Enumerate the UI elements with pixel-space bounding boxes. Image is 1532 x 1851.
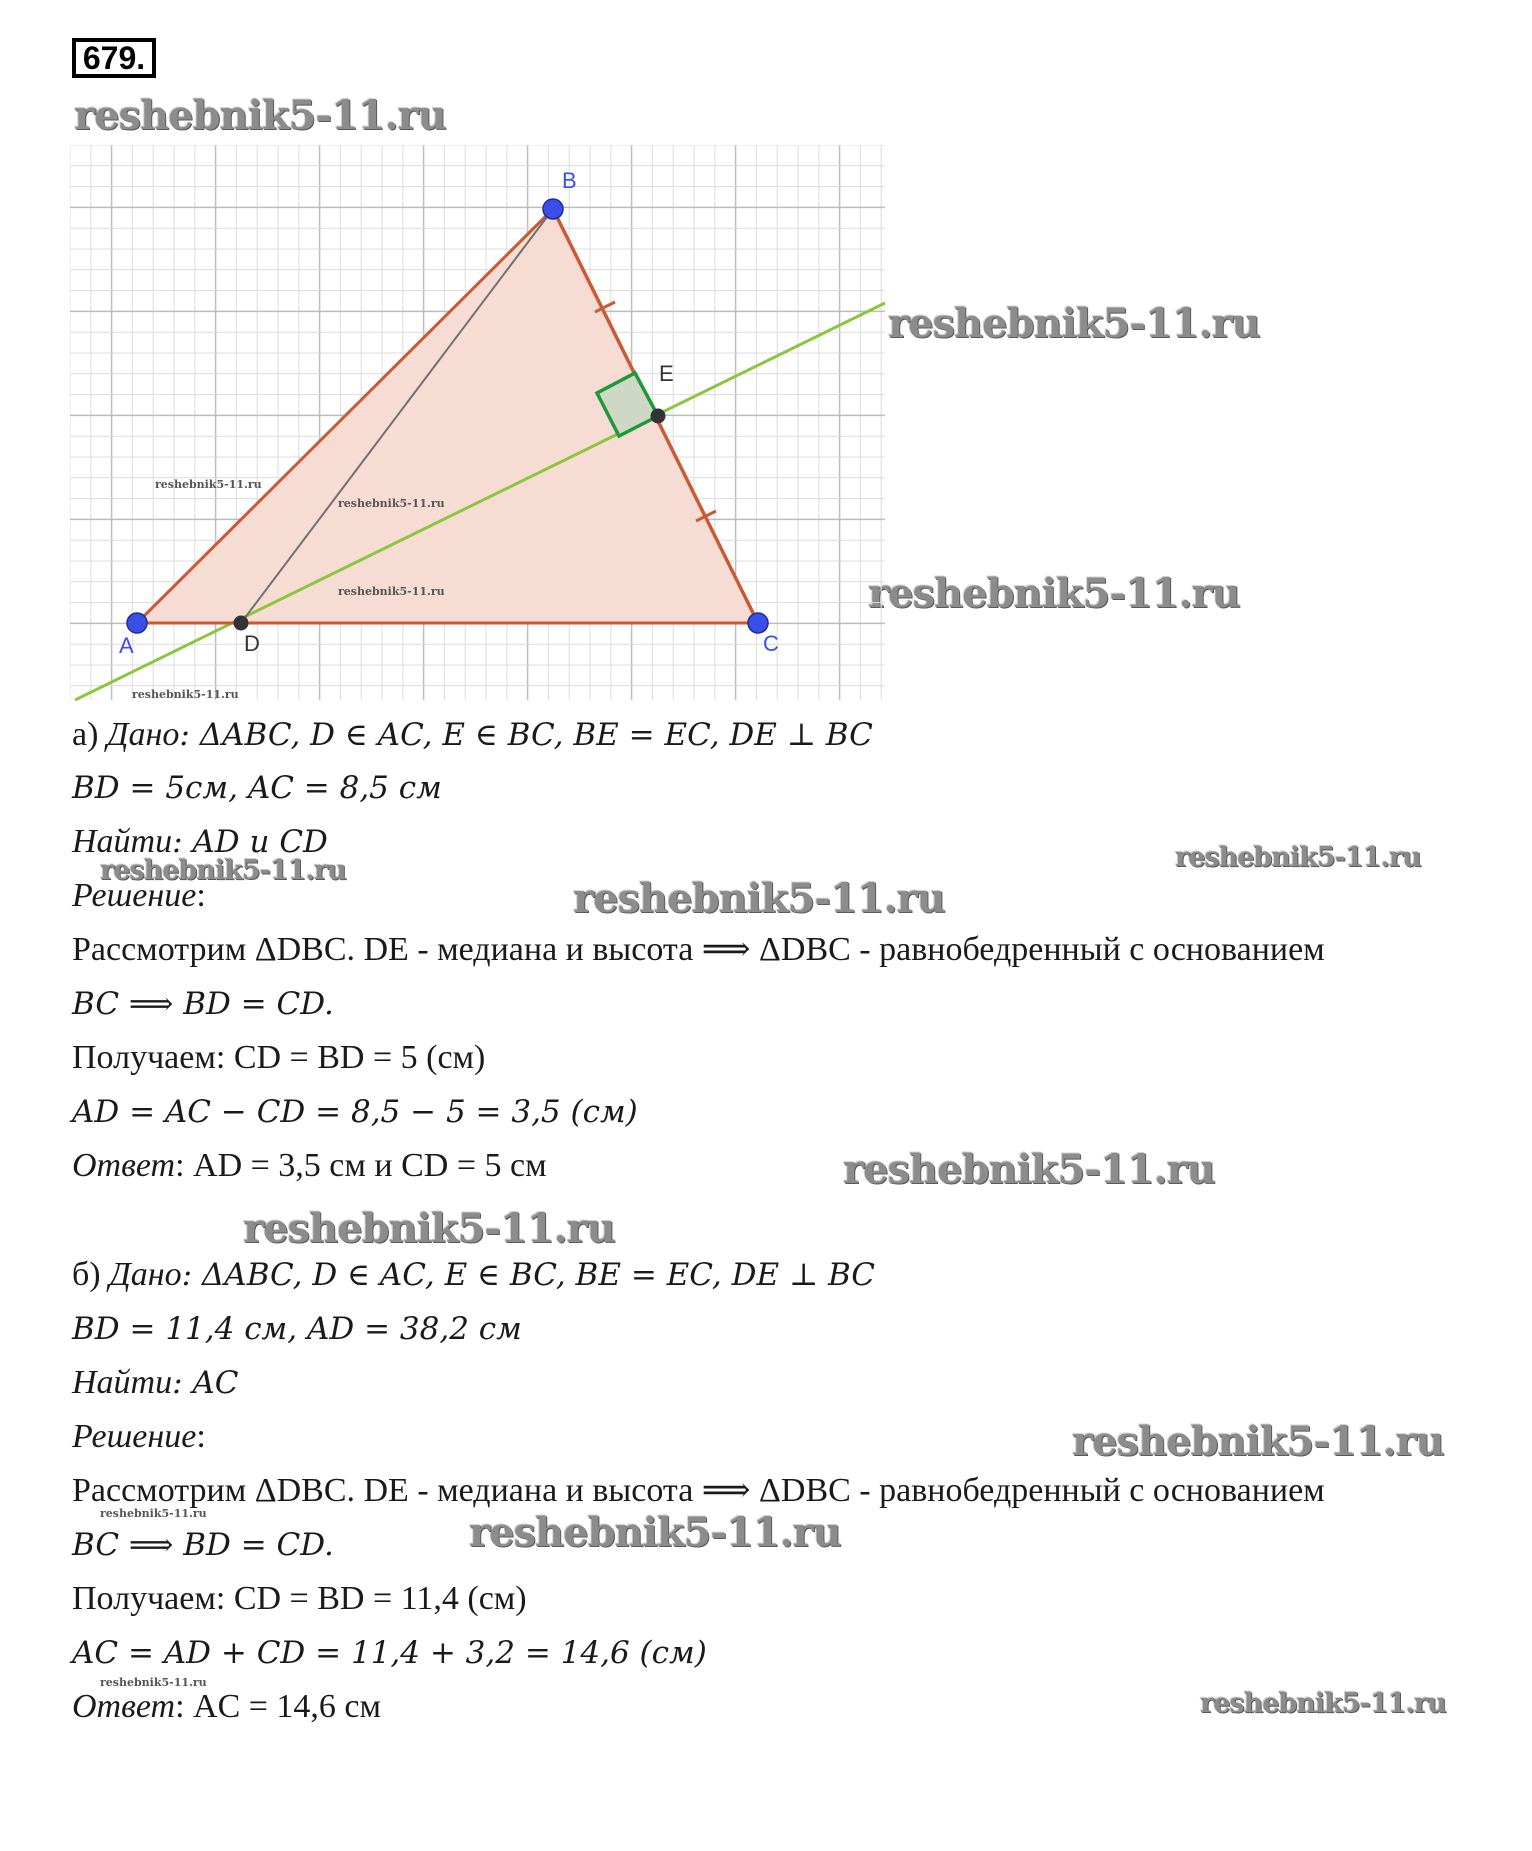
a-solution-line xyxy=(72,876,206,916)
a-given-label: Дано xyxy=(106,716,180,753)
a-answer-label: Ответ xyxy=(72,1147,176,1184)
point-e xyxy=(651,409,666,424)
b-find-line xyxy=(72,1363,239,1403)
a-given-text: : ΔABC, D ∈ AC, E ∈ BC, BE = EC, DE ⊥ BC xyxy=(179,717,873,753)
b-answer-line xyxy=(72,1687,381,1727)
label-c: C xyxy=(763,631,779,656)
b-step-3: Получаем: CD = BD = 11,4 (см) xyxy=(72,1580,527,1617)
point-b xyxy=(543,199,563,219)
task-number: 679. xyxy=(72,38,156,78)
b-step-1: Рассмотрим ΔDBC. DE - медиана и высота ⟹ ΔDBC - равнобедренный с основанием xyxy=(72,1472,1325,1509)
a-values-line: BD = 5см, AC = 8,5 см xyxy=(72,770,442,806)
b-given-line xyxy=(72,1255,875,1295)
triangle-figure xyxy=(70,145,890,705)
watermark-tiny-b1: reshebnik5-11.ru xyxy=(100,1507,207,1520)
a-find-line xyxy=(72,822,328,862)
a-find-text: : AD и CD xyxy=(172,824,328,860)
watermark-right-small: reshebnik5-11.ru xyxy=(1175,842,1421,873)
b-answer-text: : AC = 14,6 см xyxy=(175,1688,382,1725)
b-solution-colon: : xyxy=(196,1418,206,1455)
b-find-label: Найти xyxy=(72,1364,173,1401)
a-given-line xyxy=(72,715,873,755)
a-answer-line xyxy=(72,1146,547,1186)
figure-watermark-2: reshebnik5-11.ru xyxy=(338,497,445,510)
a-prefix: а) xyxy=(72,716,107,753)
point-c xyxy=(748,613,768,633)
b-values-line: BD = 11,4 см, AD = 38,2 см xyxy=(72,1311,522,1347)
point-d xyxy=(234,616,249,631)
watermark-before-b: reshebnik5-11.ru xyxy=(243,1205,615,1252)
b-step-4: AC = AD + CD = 11,4 + 3,2 = 14,6 (см) xyxy=(72,1635,707,1671)
a-step-4: AD = AC − CD = 8,5 − 5 = 3,5 (см) xyxy=(72,1094,638,1130)
watermark-figure-right-1: reshebnik5-11.ru xyxy=(888,300,1260,347)
watermark-tiny-b2: reshebnik5-11.ru xyxy=(100,1676,207,1689)
watermark-left-small: reshebnik5-11.ru xyxy=(100,855,346,886)
a-solution-colon: : xyxy=(196,877,206,914)
watermark-figure-right-2: reshebnik5-11.ru xyxy=(868,570,1240,617)
b-solution-line xyxy=(72,1417,206,1457)
b-given-text: : ΔABC, D ∈ AC, E ∈ BC, BE = EC, DE ⊥ BC xyxy=(181,1257,876,1293)
a-step-2: BC ⟹ BD = CD. xyxy=(72,986,334,1022)
figure-watermark-4: reshebnik5-11.ru xyxy=(132,688,239,701)
a-find-label: Найти xyxy=(72,823,173,860)
b-solution-label: Решение xyxy=(72,1418,197,1455)
watermark-center-2: reshebnik5-11.ru xyxy=(469,1509,841,1556)
label-b: B xyxy=(562,168,577,193)
label-e: E xyxy=(659,361,674,386)
a-answer-text: : AD = 3,5 см и CD = 5 см xyxy=(175,1147,547,1184)
b-prefix: б) xyxy=(72,1256,110,1293)
a-step-1: Рассмотрим ΔDBC. DE - медиана и высота ⟹ ΔDBC - равнобедренный с основанием xyxy=(72,931,1325,968)
watermark-top: reshebnik5-11.ru xyxy=(74,92,446,139)
label-a: A xyxy=(119,633,134,658)
watermark-solution-b: reshebnik5-11.ru xyxy=(1072,1418,1444,1465)
watermark-bottom-right: reshebnik5-11.ru xyxy=(1200,1688,1446,1719)
figure-watermark-1: reshebnik5-11.ru xyxy=(155,478,262,491)
point-a xyxy=(127,613,147,633)
a-step-3: Получаем: CD = BD = 5 (см) xyxy=(72,1039,486,1076)
b-step-2: BC ⟹ BD = CD. xyxy=(72,1527,334,1563)
watermark-center-1: reshebnik5-11.ru xyxy=(573,875,945,922)
watermark-answer-a: reshebnik5-11.ru xyxy=(843,1146,1215,1193)
a-solution-label: Решение xyxy=(72,877,197,914)
figure-watermark-3: reshebnik5-11.ru xyxy=(338,585,445,598)
b-find-text: : AC xyxy=(172,1365,239,1401)
b-given-label: Дано xyxy=(109,1256,182,1293)
label-d: D xyxy=(244,631,260,656)
b-answer-label: Ответ xyxy=(72,1688,176,1725)
